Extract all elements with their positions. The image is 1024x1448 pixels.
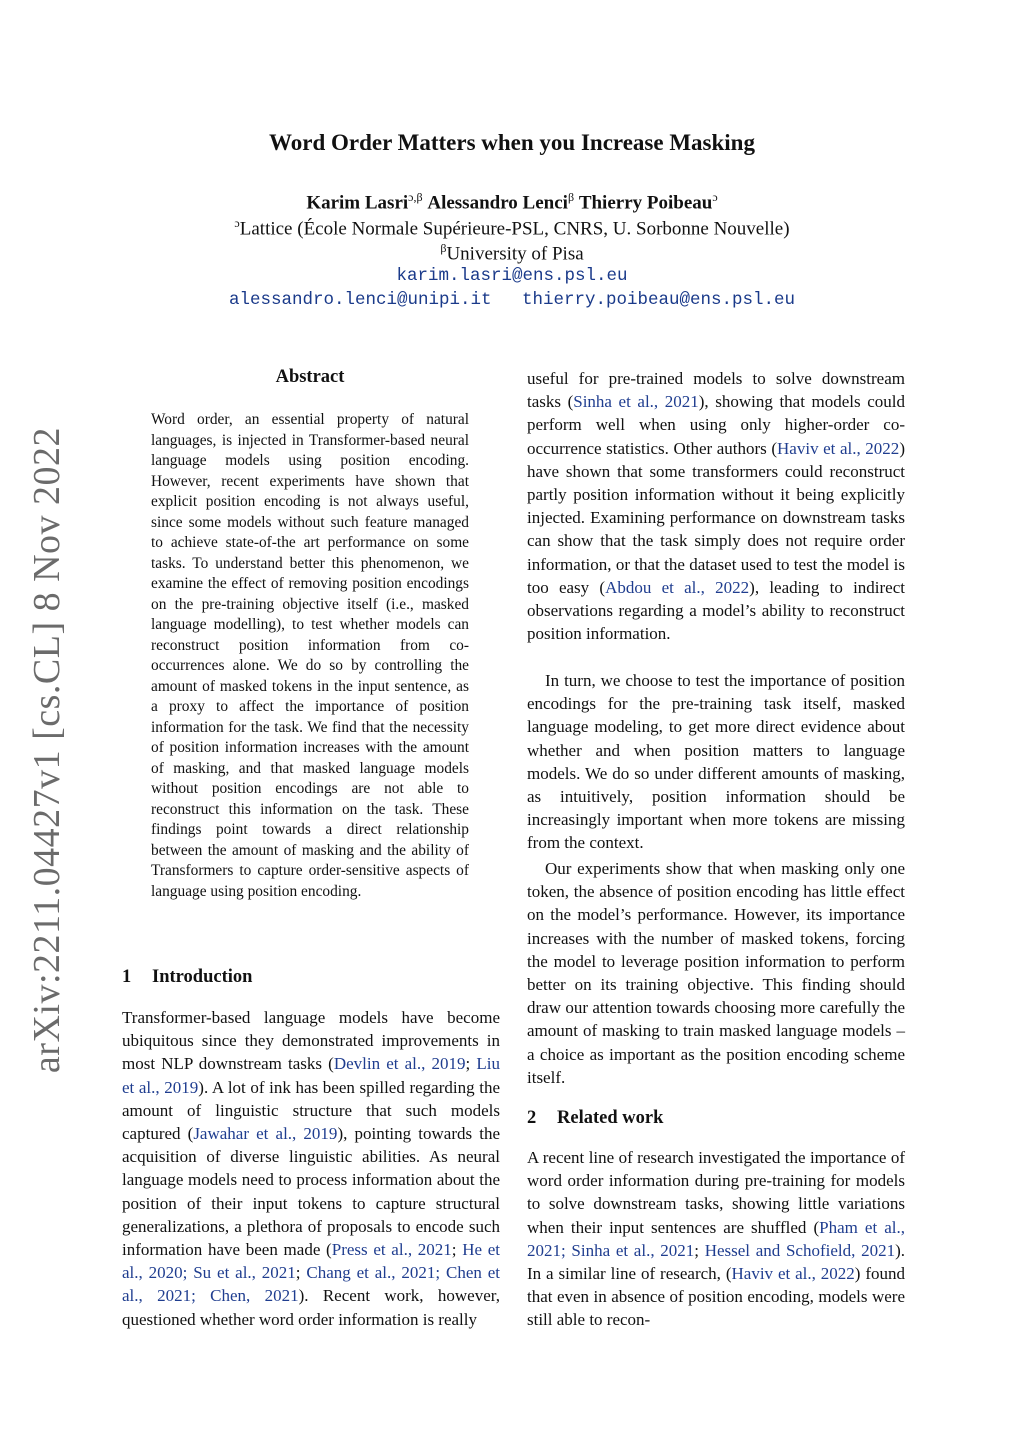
paragraph-text: ). Recent work, however, questioned whether word order information is really (122, 1286, 500, 1329)
paragraph-text: ; (451, 1240, 463, 1260)
intro-paragraph-1 (122, 1006, 500, 1331)
email-line (0, 290, 1024, 310)
citation-link[interactable]: Press et al., 2021 (331, 1240, 452, 1260)
citation-link[interactable]: Haviv et al., 2022 (731, 1264, 855, 1284)
paragraph-text: ). A lot of ink has been spilled regarding the amount of linguistic structure that such models captured ( (122, 1077, 500, 1144)
section-title: Introduction (152, 967, 253, 987)
affiliation-line (0, 216, 1024, 240)
citation-link[interactable]: Sinha et al., 2021 (573, 392, 699, 412)
email-link[interactable]: alessandro.lenci@unipi.it (228, 290, 492, 310)
affil-mark: ɔ (234, 216, 240, 230)
citation-link[interactable]: He et al., 2020; Su et al., 2021 (122, 1240, 501, 1283)
author-name: Thierry Poibeau (578, 192, 713, 214)
email-line (0, 266, 1024, 286)
citation-link[interactable]: Hessel and Schofield, 2021 (704, 1240, 896, 1260)
intro-paragraph-3: Our experiments show that when masking only one token, the absence of position encoding has little effect on the model’s performance. However, its importance increases with the number of masked tokens, forcing the model to leverage position information to perform better on its training objective. This finding should draw our attention towards choosing more carefully the amount of masking to train masked language models – a choice as important as the position encoding scheme itself. (527, 859, 905, 1087)
paragraph-text: ), leading to indirect observations regarding a model’s ability to reconstruct position information. (527, 577, 905, 644)
citation-link[interactable]: Devlin et al., 2019 (333, 1054, 466, 1074)
paragraph-text: ) have shown that some transformers could reconstruct partly position information without it being explicitly injected. Examining performance on downstream tasks can show that the task simply does not require order information, or that the dataset used to test the model is too easy ( (527, 438, 905, 597)
section-number: 1 (122, 967, 132, 987)
citation-link[interactable]: Pham et al., 2021; Sinha et al., 2021 (527, 1217, 905, 1260)
paragraph-text: Transformer-based language models have become ubiquitous since they demonstrated improvements in most NLP downstream tasks ( (122, 1008, 500, 1074)
abstract-text: Word order, an essential property of natural languages, is injected in Transformer-based neural language models using position encoding. However, recent experiments have shown that explicit position encoding is not always useful, since some models without such feature managed to achieve state-of-the art performance on some tasks. To understand better this phenomenon, we examine the effect of removing position encodings on the pre-training objective itself (i.e., masked language modelling), to test whether models can reconstruct position information from co-occurrences alone. We do so by controlling the amount of masked tokens in the input sentence, as a proxy to affect the importance of position information for the task. We find that the necessity of position information increases with the amount of masking, and that masked language models without position encodings are not able to reconstruct this information on the task. These findings point towards a direct relationship between the amount of masking and the ability of Transformers to capture order-sensitive aspects of language using position encoding. (151, 411, 469, 900)
paragraph-text: ; (694, 1240, 705, 1260)
author-affil-mark: ɔ,β (408, 190, 423, 204)
intro-paragraph-2: In turn, we choose to test the importance of position encodings for the pre-training task itself, masked language modeling, to get more direct evidence about whether and when position matters to language models. We do so under different amounts of masking, as intuitively, position information should be increasingly important when more tokens are missing from the context. (527, 671, 905, 853)
paragraph-text: ; (295, 1263, 307, 1283)
arxiv-identifier: arXiv:2211.04427v1 [cs.CL] 8 Nov 2022 (26, 426, 69, 1074)
affil-mark: β (440, 241, 447, 255)
paragraph-text: ; (465, 1054, 477, 1074)
email-link[interactable]: thierry.poibeau@ens.psl.eu (522, 290, 796, 310)
author-name: Alessandro Lenci (427, 192, 568, 214)
author-list (0, 190, 1024, 214)
paragraph-text: ) found that even in absence of position encoding, models were still able to recon- (527, 1264, 906, 1330)
citation-link[interactable]: Liu et al., 2019 (122, 1054, 500, 1097)
affiliation-text: Lattice (École Normale Supérieure-PSL, CNRS, U. Sorbonne Nouvelle) (239, 218, 790, 240)
citation-link[interactable]: Chang et al., 2021; Chen et al., 2021; Chen, 2021 (122, 1263, 500, 1306)
paper-title: Word Order Matters when you Increase Masking (269, 130, 755, 155)
section-title: Related work (557, 1108, 664, 1128)
paragraph-text: useful for pre-trained models to solve downstream tasks ( (527, 369, 905, 412)
email-link[interactable]: karim.lasri@ens.psl.eu (396, 266, 628, 286)
citation-link[interactable]: Haviv et al., 2022 (777, 438, 900, 458)
related-paragraph-1 (527, 1146, 905, 1332)
paragraph-text: ), pointing towards the acquisition of diverse linguistic abilities. As neural language models need to process information about the position of their input tokens to capture structural generalizations, a plethora of proposals to encode such information have been made ( (122, 1124, 500, 1260)
citation-link[interactable]: Abdou et al., 2022 (605, 577, 750, 597)
author-affil-mark: ɔ (712, 190, 718, 204)
affiliation-text: University of Pisa (446, 243, 584, 265)
section-heading-introduction (122, 967, 252, 988)
paragraph-text: ), showing that models could perform well when using only higher-order co-occurrence statistics. Other authors ( (527, 392, 905, 458)
section-number: 2 (527, 1108, 537, 1128)
section-heading-related-work (527, 1108, 663, 1129)
citation-link[interactable]: Jawahar et al., 2019 (193, 1124, 338, 1144)
author-affil-mark: β (567, 190, 575, 204)
author-name: Karim Lasri (306, 192, 409, 214)
abstract-heading: Abstract (275, 367, 345, 387)
intro-paragraph-1-continued (527, 367, 905, 645)
paragraph-text: A recent line of research investigated the importance of word order information during pre-training for models to solve downstream tasks, showing little variations when their input sentences are shuffled ( (527, 1148, 905, 1237)
arxiv-side-stamp (22, 426, 72, 1074)
paragraph-text: ). In a similar line of research, ( (527, 1240, 905, 1284)
affiliation-line (0, 241, 1024, 265)
